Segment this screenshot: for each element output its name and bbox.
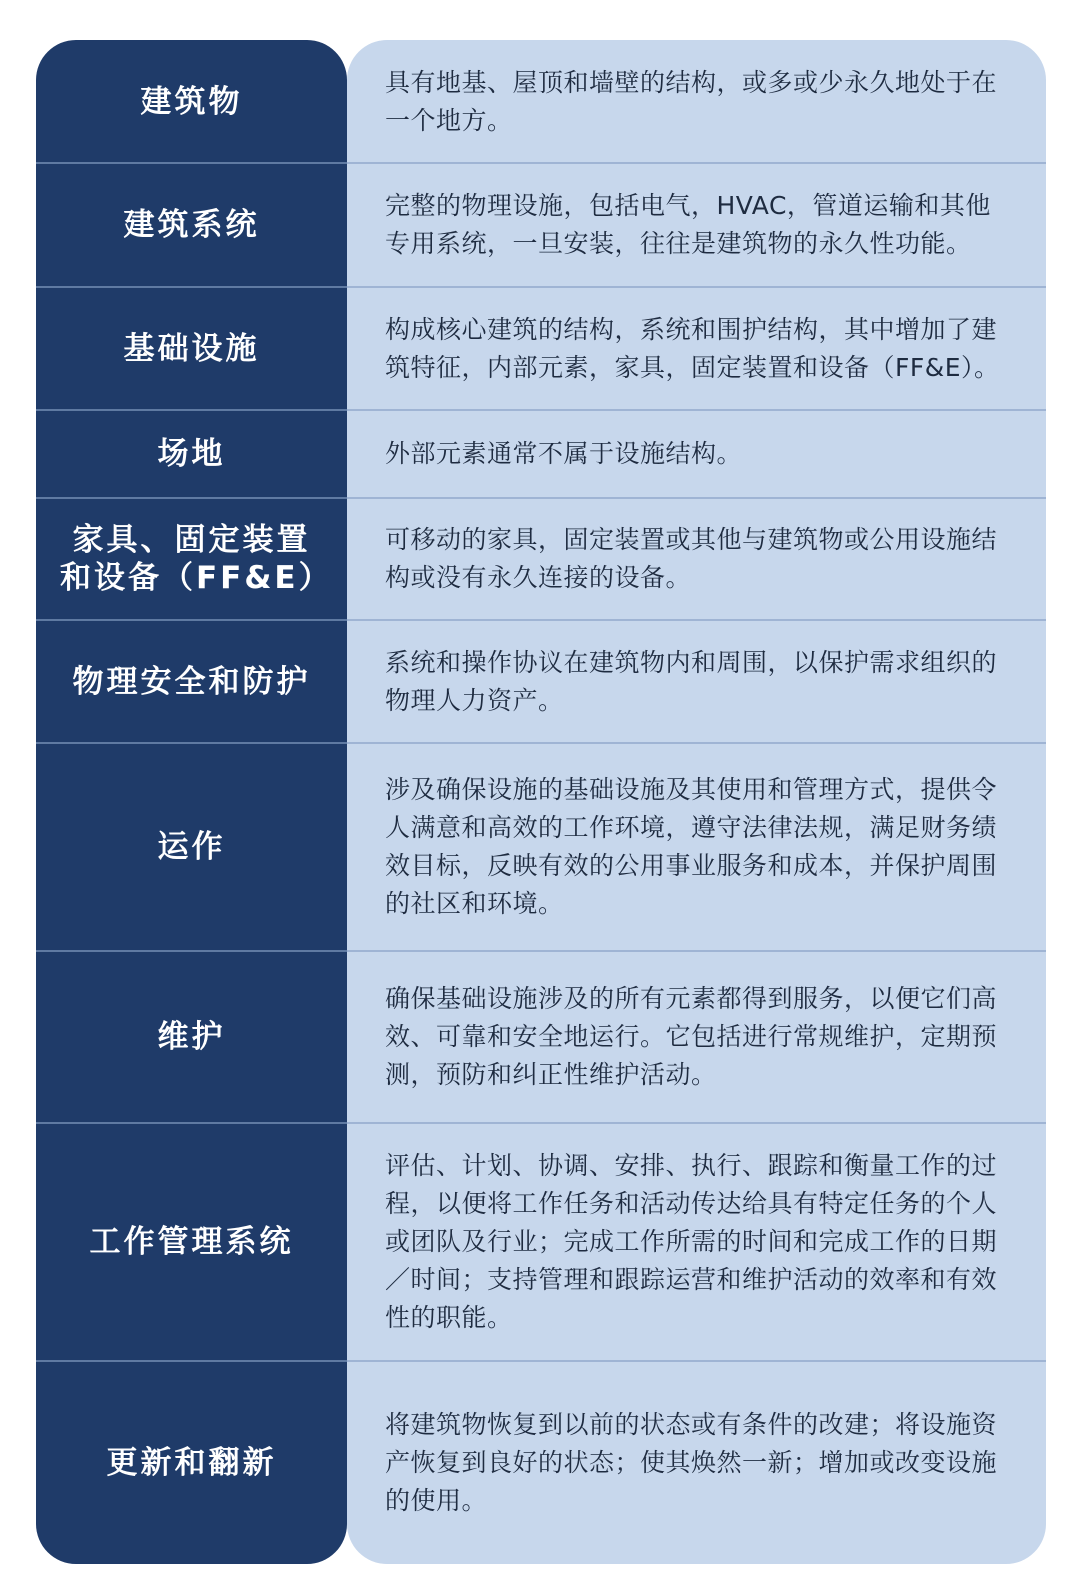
definition-cell	[347, 499, 1046, 619]
definition-text: 将建筑物恢复到以前的状态或有条件的改建；将设施资产恢复到良好的状态；使其焕然一新；增加或改变设施的使用。	[385, 1410, 998, 1515]
term-label: 基础设施	[123, 330, 260, 367]
definition-text: 外部元素通常不属于设施结构。	[385, 439, 743, 468]
term-label: 运作	[157, 829, 226, 865]
term-cell	[36, 40, 347, 163]
table-row	[36, 952, 1046, 1122]
table-rows	[36, 40, 1046, 1564]
definition-cell	[347, 1124, 1046, 1360]
term-cell	[36, 621, 347, 742]
term-label: 建筑物	[140, 83, 243, 120]
term-label: 工作管理系统	[89, 1224, 294, 1260]
term-label-line1: 家具、固定装置	[72, 522, 311, 558]
definition-text: 评估、计划、协调、安排、执行、跟踪和衡量工作的过程，以便将工作任务和活动传达给具有特定任务的个人或团队及行业；完成工作所需的时间和完成工作的日期／时间；支持管理和跟踪运营和维护活动的效率和有效性的职能。	[385, 1151, 998, 1332]
definition-cell	[347, 411, 1046, 497]
definition-text: 构成核心建筑的结构，系统和围护结构，其中增加了建筑特征，内部元素，家具，固定装置和设备（FF&E）。	[385, 314, 1000, 382]
table-row	[36, 1124, 1046, 1360]
term-cell	[36, 1362, 347, 1564]
table-row	[36, 164, 1046, 286]
definition-cell	[347, 952, 1046, 1122]
term-label: 物理安全和防护	[72, 663, 311, 700]
definition-cell	[347, 621, 1046, 742]
term-label: 建筑系统	[123, 207, 260, 243]
term-cell	[36, 744, 347, 950]
definition-text: 确保基础设施涉及的所有元素都得到服务，以便它们高效、可靠和安全地运行。它包括进行常规维护，定期预测，预防和纠正性维护活动。	[385, 984, 998, 1089]
definition-text: 完整的物理设施，包括电气，HVAC，管道运输和其他专用系统，一旦安装，往往是建筑物的永久性功能。	[385, 191, 991, 258]
definition-table	[36, 40, 1046, 1564]
table-row	[36, 411, 1046, 497]
definition-text: 涉及确保设施的基础设施及其使用和管理方式，提供令人满意和高效的工作环境，遵守法律法规，满足财务绩效目标，反映有效的公用事业服务和成本，并保护周围的社区和环境。	[385, 775, 998, 918]
term-label: 场地	[157, 436, 226, 472]
definition-cell	[347, 1362, 1046, 1564]
term-label: 维护	[157, 1019, 226, 1055]
term-label-line2: 和设备（FF&E）	[60, 560, 333, 596]
definition-cell	[347, 40, 1046, 163]
term-cell	[36, 952, 347, 1122]
definition-text: 系统和操作协议在建筑物内和周围，以保护需求组织的物理人力资产。	[385, 647, 998, 715]
term-cell	[36, 288, 347, 409]
table-row	[36, 40, 1046, 163]
table-row	[36, 499, 1046, 619]
definition-cell	[347, 288, 1046, 409]
term-cell	[36, 411, 347, 497]
table-row	[36, 744, 1046, 950]
term-cell	[36, 164, 347, 286]
definition-text: 可移动的家具，固定装置或其他与建筑物或公用设施结构或没有永久连接的设备。	[385, 525, 998, 592]
definition-text: 具有地基、屋顶和墙壁的结构，或多或少永久地处于在一个地方。	[385, 67, 998, 135]
table-row	[36, 621, 1046, 742]
table-row	[36, 1362, 1046, 1564]
table-row	[36, 288, 1046, 409]
term-label: 更新和翻新	[106, 1445, 277, 1481]
term-cell	[36, 499, 347, 619]
term-cell	[36, 1124, 347, 1360]
definition-cell	[347, 164, 1046, 286]
definition-cell	[347, 744, 1046, 950]
